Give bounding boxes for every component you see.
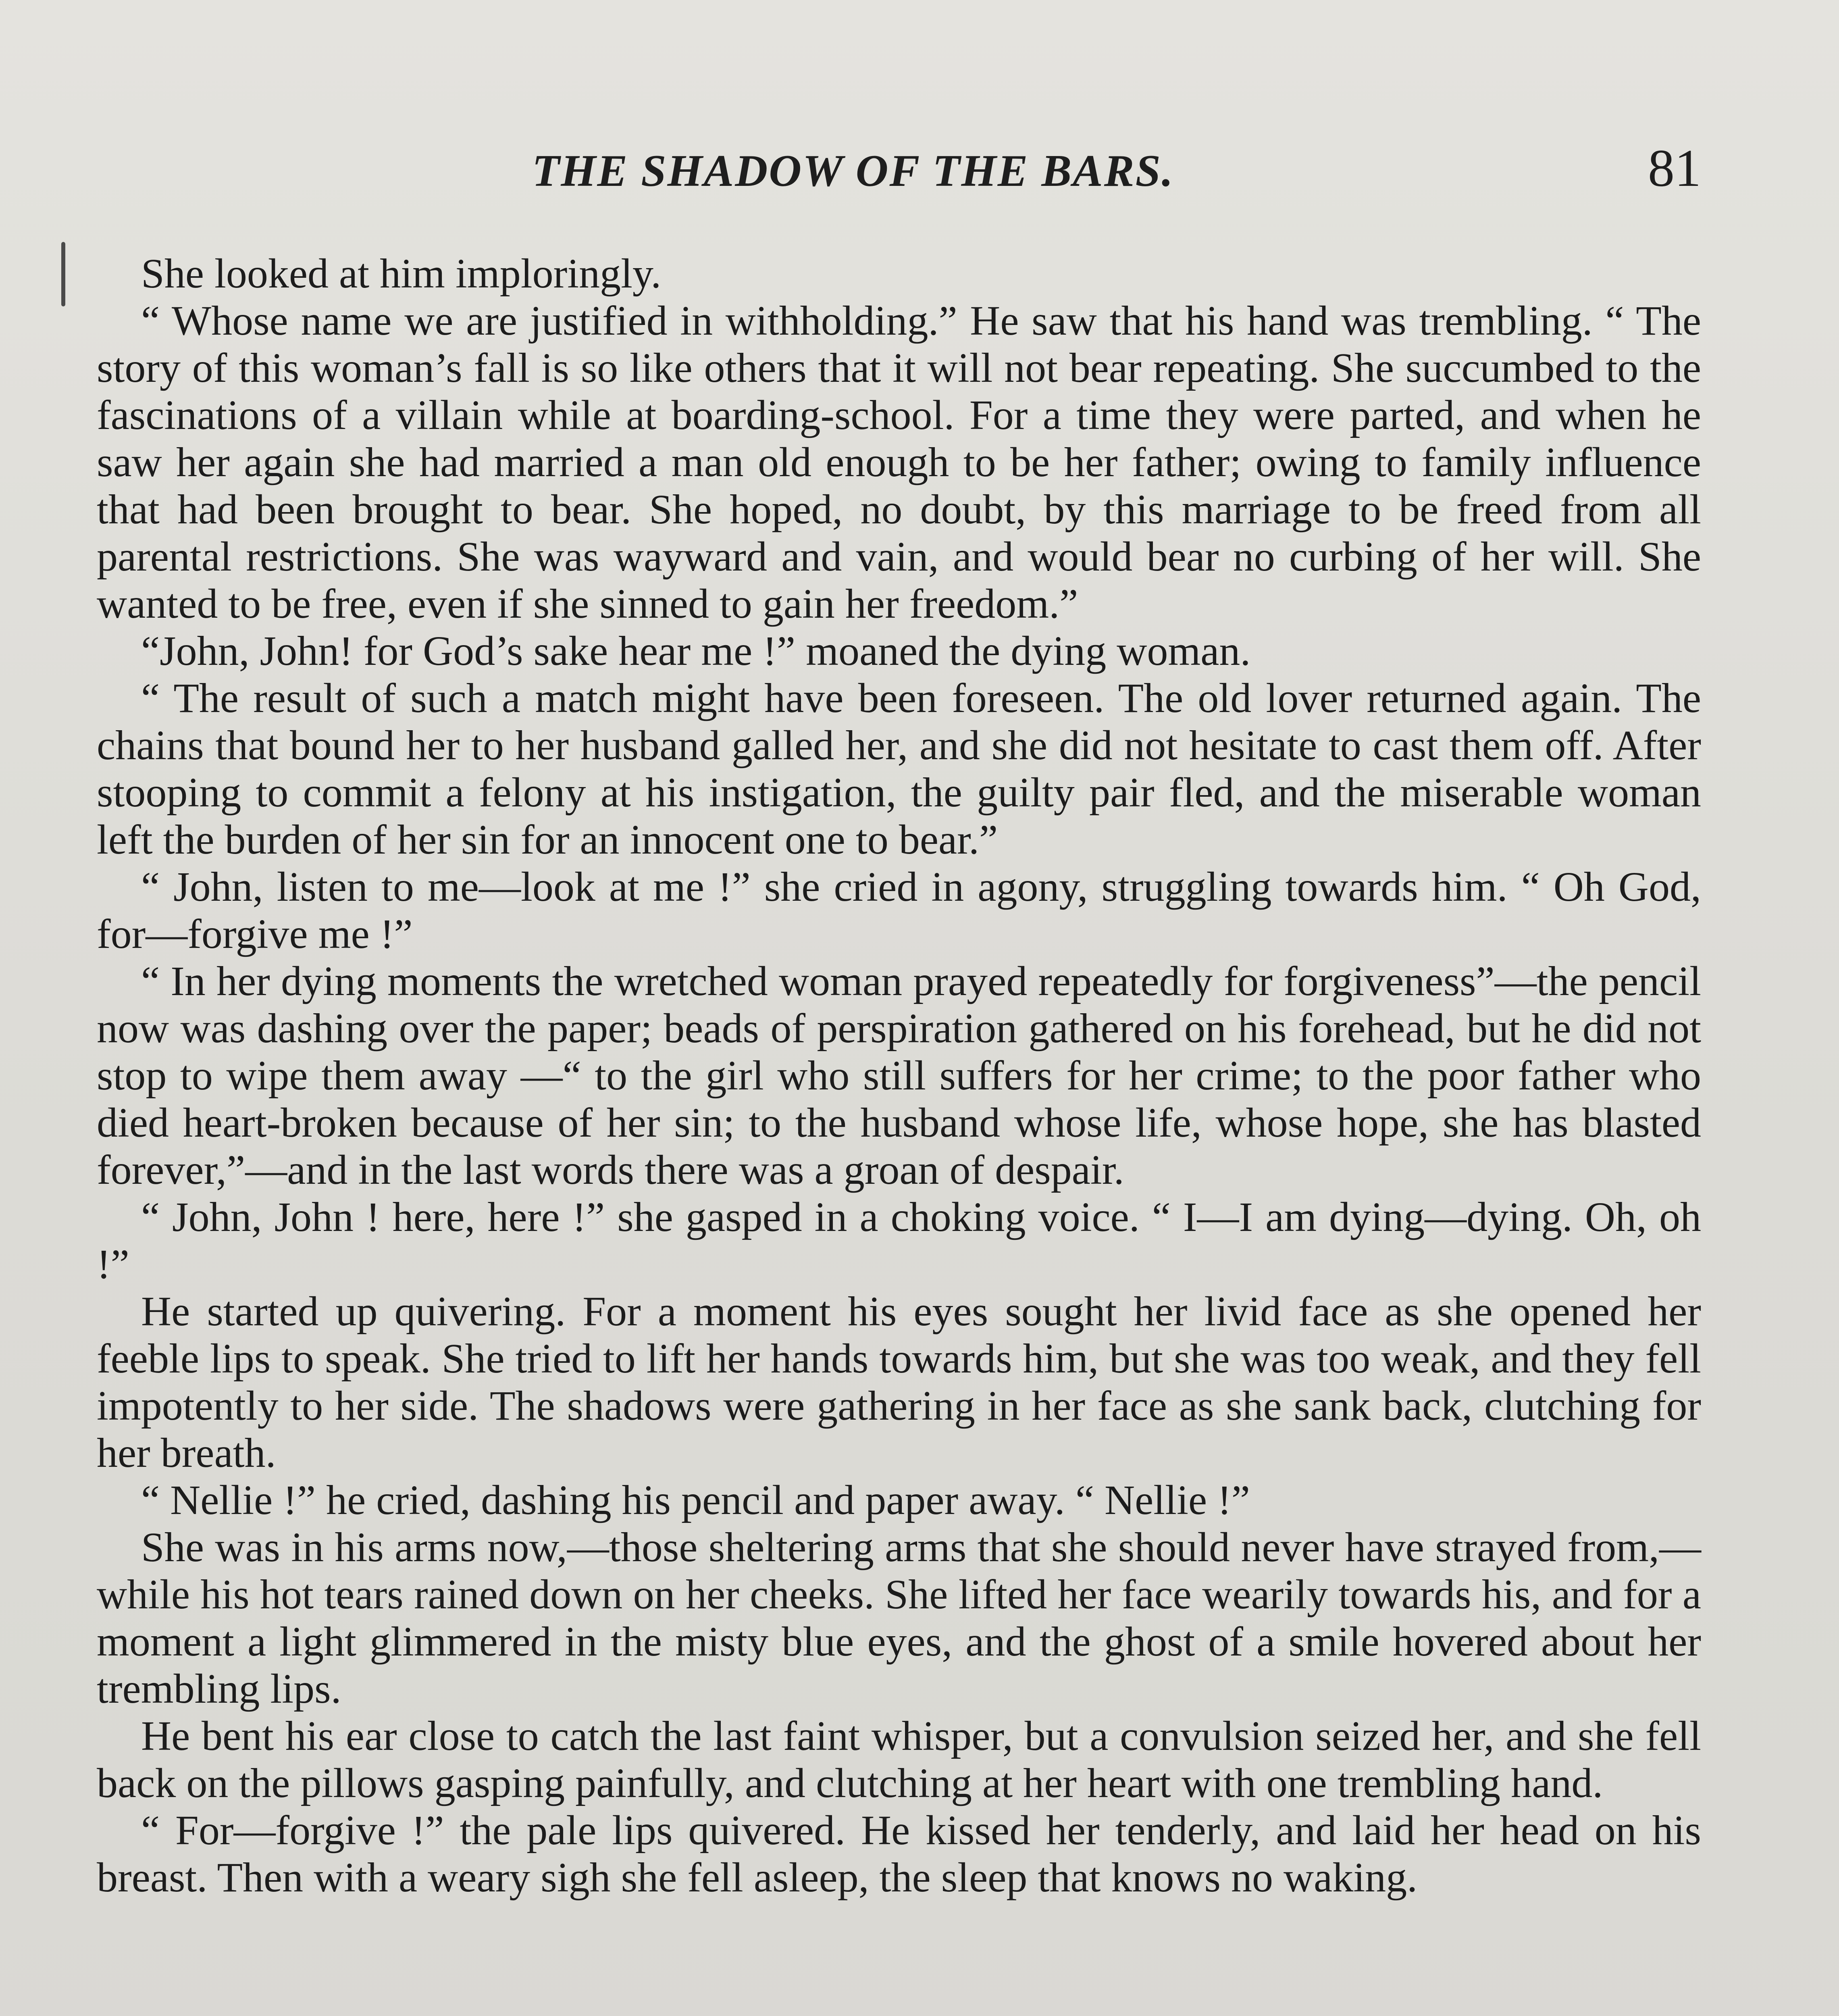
paragraph: “ John, listen to me—look at me !” she cried in agony, struggling towards him. “ Oh God, for—forgive me !”	[97, 864, 1701, 957]
paragraph: She looked at him imploringly.	[141, 250, 662, 297]
paragraph: “John, John! for God’s sake hear me !” moaned the dying woman.	[141, 628, 1251, 674]
paragraph: “ For—forgive !” the pale lips quivered. He kissed her tenderly, and laid her head on his breast. Then with a weary sigh she fell asleep, the sleep that knows no waking.	[97, 1807, 1701, 1901]
paragraph: He started up quivering. For a moment his eyes sought her livid face as she opened her feeble lips to speak. She tried to lift her hands towards him, but she was too weak, and they fell impotently to her side. The shadows were gathering in her face as she sank back, clutching for her breath.	[97, 1288, 1701, 1476]
margin-mark	[61, 242, 65, 306]
paragraph: She was in his arms now,—those sheltering arms that she should never have strayed from,—while his hot tears rained down on her cheeks. She lifted her face wearily towards his, and for a moment a light glimmered in the misty blue eyes, and the ghost of a smile hovered about her trembling lips.	[97, 1524, 1701, 1712]
page-number: 81	[1648, 138, 1701, 198]
chapter-body	[97, 250, 1701, 1901]
paragraph: He bent his ear close to catch the last faint whisper, but a convulsion seized her, and she fell back on the pillows gasping painfully, and clutching at her heart with one trembling hand.	[97, 1713, 1701, 1806]
running-head: THE SHADOW OF THE BARS.	[532, 146, 1174, 196]
page-header	[97, 137, 1701, 198]
paragraph: “ Whose name we are justified in withholding.” He saw that his hand was trembling. “ The story of this woman’s fall is so like others that it will not bear repeating. She succumbed to the fascinations of a villain while at boarding-school. For a time they were parted, and when he saw her again she had married a man old enough to be her father; owing to family influence that had been brought to bear. She hoped, no doubt, by this marriage to be freed from all parental restrictions. She was wayward and vain, and would bear no curbing of her will. She wanted to be free, even if she sinned to gain her freedom.”	[97, 298, 1701, 627]
paragraph: “ Nellie !” he cried, dashing his pencil and paper away. “ Nellie !”	[141, 1477, 1250, 1523]
paragraph: “ John, John ! here, here !” she gasped in a choking voice. “ I—I am dying—dying. Oh, oh !”	[97, 1194, 1701, 1287]
paragraph: “ In her dying moments the wretched woman prayed repeatedly for forgiveness”—the pencil now was dashing over the paper; beads of perspiration gathered on his forehead, but he did not stop to wipe them away —“ to the girl who still suffers for her crime; to the poor father who died heart-broken because of her sin; to the husband whose life, whose hope, she has blasted forever,”—and in the last words there was a groan of despair.	[97, 958, 1701, 1193]
paragraph: “ The result of such a match might have been foreseen. The old lover returned again. The chains that bound her to her husband galled her, and she did not hesitate to cast them off. After stooping to commit a felony at his instigation, the guilty pair fled, and the miserable woman left the burden of her sin for an innocent one to bear.”	[97, 675, 1701, 863]
